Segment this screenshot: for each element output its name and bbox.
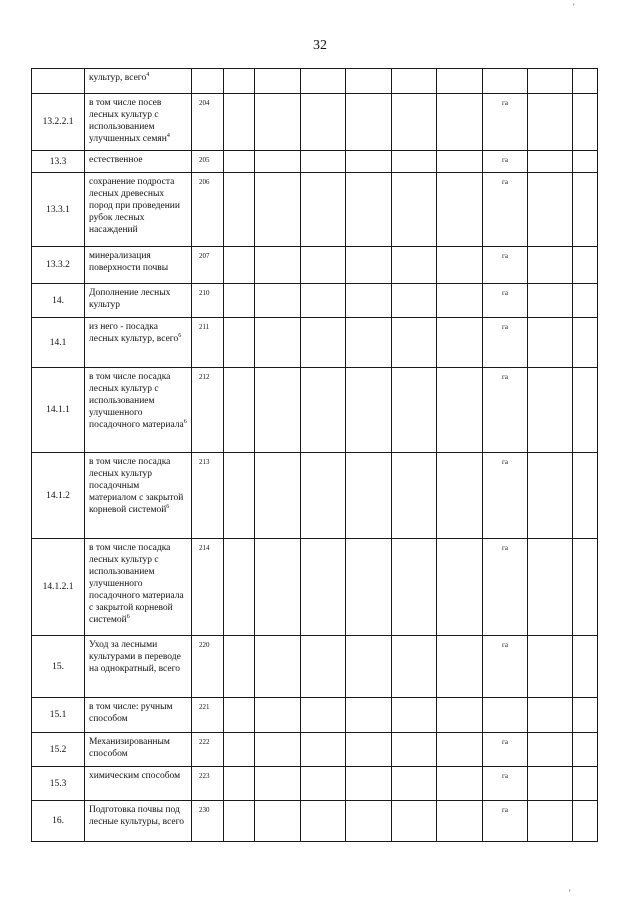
empty-cell bbox=[346, 801, 392, 842]
row-code: 230 bbox=[192, 801, 224, 842]
empty-cell bbox=[437, 698, 483, 733]
empty-cell bbox=[224, 94, 255, 151]
empty-cell bbox=[255, 539, 301, 636]
row-unit bbox=[483, 698, 528, 733]
empty-cell bbox=[224, 284, 255, 318]
empty-cell bbox=[528, 636, 573, 698]
empty-cell bbox=[437, 173, 483, 247]
empty-cell bbox=[573, 247, 598, 284]
empty-cell bbox=[573, 368, 598, 453]
empty-cell bbox=[437, 94, 483, 151]
empty-cell bbox=[528, 368, 573, 453]
row-number: 14.1.2 bbox=[32, 453, 85, 539]
row-name: в том числе посев лесных культур с использованием улучшенных семян bbox=[89, 98, 167, 144]
empty-cell bbox=[224, 698, 255, 733]
row-name-cell bbox=[85, 247, 192, 284]
row-name-cell bbox=[85, 69, 192, 94]
empty-cell bbox=[573, 284, 598, 318]
empty-cell bbox=[346, 151, 392, 173]
empty-cell bbox=[528, 733, 573, 767]
row-code: 221 bbox=[192, 698, 224, 733]
row-number: 13.3 bbox=[32, 151, 85, 173]
footnote-ref: 6 bbox=[183, 418, 187, 425]
empty-cell bbox=[392, 173, 437, 247]
empty-cell bbox=[301, 318, 346, 368]
empty-cell bbox=[301, 733, 346, 767]
table-row bbox=[32, 636, 598, 698]
row-number: 13.2.2.1 bbox=[32, 94, 85, 151]
row-code: 206 bbox=[192, 173, 224, 247]
row-name: сохранение подроста лесных древесных пород при проведении рубок лесных насаждений bbox=[89, 177, 180, 235]
empty-cell bbox=[528, 284, 573, 318]
row-name-cell bbox=[85, 698, 192, 733]
row-code: 223 bbox=[192, 767, 224, 801]
empty-cell bbox=[224, 539, 255, 636]
row-name: Подготовка почвы под лесные культуры, всего bbox=[89, 805, 185, 827]
empty-cell bbox=[224, 368, 255, 453]
empty-cell bbox=[573, 94, 598, 151]
empty-cell bbox=[437, 69, 483, 94]
empty-cell bbox=[528, 767, 573, 801]
row-code: 222 bbox=[192, 733, 224, 767]
empty-cell bbox=[437, 733, 483, 767]
table-row bbox=[32, 539, 598, 636]
empty-cell bbox=[573, 453, 598, 539]
row-number: 13.3.2 bbox=[32, 247, 85, 284]
row-name: химическим способом bbox=[89, 771, 181, 781]
row-number: 14.1 bbox=[32, 318, 85, 368]
empty-cell bbox=[224, 69, 255, 94]
empty-cell bbox=[528, 539, 573, 636]
row-unit: га bbox=[483, 173, 528, 247]
row-unit: га bbox=[483, 636, 528, 698]
empty-cell bbox=[392, 94, 437, 151]
empty-cell bbox=[301, 767, 346, 801]
row-number: 15.1 bbox=[32, 698, 85, 733]
table-row bbox=[32, 767, 598, 801]
empty-cell bbox=[255, 69, 301, 94]
empty-cell bbox=[346, 539, 392, 636]
empty-cell bbox=[573, 698, 598, 733]
row-number: 15. bbox=[32, 636, 85, 698]
empty-cell bbox=[528, 94, 573, 151]
table-row bbox=[32, 733, 598, 767]
empty-cell bbox=[528, 453, 573, 539]
empty-cell bbox=[346, 318, 392, 368]
empty-cell bbox=[392, 69, 437, 94]
empty-cell bbox=[255, 284, 301, 318]
row-unit: га bbox=[483, 539, 528, 636]
row-unit: га bbox=[483, 318, 528, 368]
empty-cell bbox=[392, 539, 437, 636]
table-row bbox=[32, 173, 598, 247]
empty-cell bbox=[301, 247, 346, 284]
row-name-cell bbox=[85, 94, 192, 151]
empty-cell bbox=[437, 151, 483, 173]
empty-cell bbox=[346, 247, 392, 284]
empty-cell bbox=[255, 94, 301, 151]
empty-cell bbox=[301, 698, 346, 733]
empty-cell bbox=[346, 636, 392, 698]
empty-cell bbox=[255, 733, 301, 767]
empty-cell bbox=[224, 733, 255, 767]
empty-cell bbox=[255, 767, 301, 801]
footnote-ref: 6 bbox=[178, 332, 182, 339]
empty-cell bbox=[224, 453, 255, 539]
empty-cell bbox=[346, 733, 392, 767]
empty-cell bbox=[573, 151, 598, 173]
row-unit: га bbox=[483, 733, 528, 767]
row-code: 204 bbox=[192, 94, 224, 151]
footnote-ref: 4 bbox=[146, 71, 150, 78]
empty-cell bbox=[392, 733, 437, 767]
row-unit: га bbox=[483, 801, 528, 842]
table-body bbox=[32, 69, 598, 842]
row-name-cell bbox=[85, 539, 192, 636]
empty-cell bbox=[224, 801, 255, 842]
empty-cell bbox=[346, 453, 392, 539]
empty-cell bbox=[224, 151, 255, 173]
empty-cell bbox=[437, 801, 483, 842]
row-code: 220 bbox=[192, 636, 224, 698]
row-name-cell bbox=[85, 318, 192, 368]
empty-cell bbox=[224, 247, 255, 284]
row-code bbox=[192, 69, 224, 94]
row-name-cell bbox=[85, 453, 192, 539]
empty-cell bbox=[346, 767, 392, 801]
row-number: 14. bbox=[32, 284, 85, 318]
row-name: минерализация поверхности почвы bbox=[89, 251, 169, 273]
empty-cell bbox=[255, 173, 301, 247]
empty-cell bbox=[301, 151, 346, 173]
row-unit: га bbox=[483, 247, 528, 284]
row-name-cell bbox=[85, 636, 192, 698]
row-number: 15.3 bbox=[32, 767, 85, 801]
empty-cell bbox=[224, 318, 255, 368]
row-name: в том числе посадка лесных культур с использованием улучшенного посадочного материала с закрытой корневой системой bbox=[89, 543, 184, 625]
empty-cell bbox=[346, 173, 392, 247]
table-row bbox=[32, 69, 598, 94]
empty-cell bbox=[301, 284, 346, 318]
table-row bbox=[32, 151, 598, 173]
row-unit: га bbox=[483, 453, 528, 539]
empty-cell bbox=[573, 636, 598, 698]
row-unit: га bbox=[483, 368, 528, 453]
empty-cell bbox=[573, 318, 598, 368]
row-name: в том числе посадка лесных культур посадочным материалом с закрытой корневой системой bbox=[89, 457, 184, 515]
empty-cell bbox=[301, 453, 346, 539]
empty-cell bbox=[224, 173, 255, 247]
row-name-cell bbox=[85, 767, 192, 801]
empty-cell bbox=[301, 368, 346, 453]
row-name: из него - посадка лесных культур, всего bbox=[89, 322, 179, 344]
row-name: Механизированным способом bbox=[89, 737, 170, 759]
footnote-ref: 6 bbox=[166, 503, 170, 510]
empty-cell bbox=[392, 636, 437, 698]
row-number: 14.1.1 bbox=[32, 368, 85, 453]
empty-cell bbox=[528, 247, 573, 284]
empty-cell bbox=[346, 698, 392, 733]
row-number bbox=[32, 69, 85, 94]
empty-cell bbox=[224, 767, 255, 801]
empty-cell bbox=[437, 453, 483, 539]
row-unit: га bbox=[483, 284, 528, 318]
empty-cell bbox=[573, 539, 598, 636]
row-name-cell bbox=[85, 368, 192, 453]
empty-cell bbox=[573, 733, 598, 767]
row-number: 15.2 bbox=[32, 733, 85, 767]
row-name: Уход за лесными культурами в переводе на однократный, всего bbox=[89, 640, 181, 674]
table-row bbox=[32, 284, 598, 318]
row-unit: га bbox=[483, 94, 528, 151]
empty-cell bbox=[301, 173, 346, 247]
empty-cell bbox=[392, 151, 437, 173]
row-name: естественное bbox=[89, 155, 143, 165]
empty-cell bbox=[573, 801, 598, 842]
empty-cell bbox=[301, 69, 346, 94]
table-row bbox=[32, 94, 598, 151]
empty-cell bbox=[301, 801, 346, 842]
empty-cell bbox=[346, 69, 392, 94]
row-name-cell bbox=[85, 151, 192, 173]
empty-cell bbox=[255, 318, 301, 368]
empty-cell bbox=[346, 94, 392, 151]
table-row bbox=[32, 698, 598, 733]
row-unit: га bbox=[483, 151, 528, 173]
empty-cell bbox=[255, 801, 301, 842]
row-unit: га bbox=[483, 767, 528, 801]
row-name: Дополнение лесных культур bbox=[89, 288, 171, 310]
row-unit bbox=[483, 69, 528, 94]
row-code: 207 bbox=[192, 247, 224, 284]
empty-cell bbox=[255, 636, 301, 698]
empty-cell bbox=[346, 368, 392, 453]
table-row bbox=[32, 801, 598, 842]
report-table bbox=[31, 68, 598, 842]
table-row bbox=[32, 318, 598, 368]
row-code: 205 bbox=[192, 151, 224, 173]
empty-cell bbox=[392, 453, 437, 539]
empty-cell bbox=[301, 94, 346, 151]
empty-cell bbox=[301, 539, 346, 636]
empty-cell bbox=[346, 284, 392, 318]
empty-cell bbox=[437, 284, 483, 318]
table-row bbox=[32, 368, 598, 453]
empty-cell bbox=[392, 284, 437, 318]
empty-cell bbox=[437, 539, 483, 636]
empty-cell bbox=[437, 368, 483, 453]
row-name: в том числе посадка лесных культур с использованием улучшенного посадочного материала bbox=[89, 372, 184, 430]
row-name: культур, всего bbox=[89, 73, 147, 83]
empty-cell bbox=[573, 767, 598, 801]
empty-cell bbox=[528, 698, 573, 733]
table-row bbox=[32, 247, 598, 284]
corner-mark: ' bbox=[569, 888, 571, 898]
footnote-ref: 4 bbox=[166, 132, 170, 139]
row-code: 212 bbox=[192, 368, 224, 453]
empty-cell bbox=[437, 318, 483, 368]
empty-cell bbox=[573, 69, 598, 94]
empty-cell bbox=[255, 247, 301, 284]
empty-cell bbox=[224, 636, 255, 698]
empty-cell bbox=[301, 636, 346, 698]
row-number: 14.1.2.1 bbox=[32, 539, 85, 636]
empty-cell bbox=[573, 173, 598, 247]
empty-cell bbox=[255, 368, 301, 453]
empty-cell bbox=[392, 368, 437, 453]
empty-cell bbox=[392, 247, 437, 284]
footnote-ref: 6 bbox=[126, 613, 130, 620]
row-number: 13.3.1 bbox=[32, 173, 85, 247]
row-name-cell bbox=[85, 733, 192, 767]
corner-mark: ' bbox=[573, 2, 575, 12]
row-name-cell bbox=[85, 801, 192, 842]
empty-cell bbox=[528, 801, 573, 842]
empty-cell bbox=[392, 698, 437, 733]
empty-cell bbox=[528, 173, 573, 247]
table-row bbox=[32, 453, 598, 539]
empty-cell bbox=[528, 318, 573, 368]
row-code: 214 bbox=[192, 539, 224, 636]
row-code: 213 bbox=[192, 453, 224, 539]
empty-cell bbox=[437, 636, 483, 698]
empty-cell bbox=[528, 69, 573, 94]
empty-cell bbox=[392, 801, 437, 842]
empty-cell bbox=[528, 151, 573, 173]
empty-cell bbox=[437, 247, 483, 284]
row-name: в том числе: ручным способом bbox=[89, 702, 173, 724]
row-number: 16. bbox=[32, 801, 85, 842]
row-code: 211 bbox=[192, 318, 224, 368]
row-name-cell bbox=[85, 173, 192, 247]
empty-cell bbox=[255, 151, 301, 173]
row-name-cell bbox=[85, 284, 192, 318]
empty-cell bbox=[392, 767, 437, 801]
empty-cell bbox=[392, 318, 437, 368]
page-number: 32 bbox=[313, 38, 327, 53]
row-code: 210 bbox=[192, 284, 224, 318]
empty-cell bbox=[255, 453, 301, 539]
empty-cell bbox=[437, 767, 483, 801]
empty-cell bbox=[255, 698, 301, 733]
